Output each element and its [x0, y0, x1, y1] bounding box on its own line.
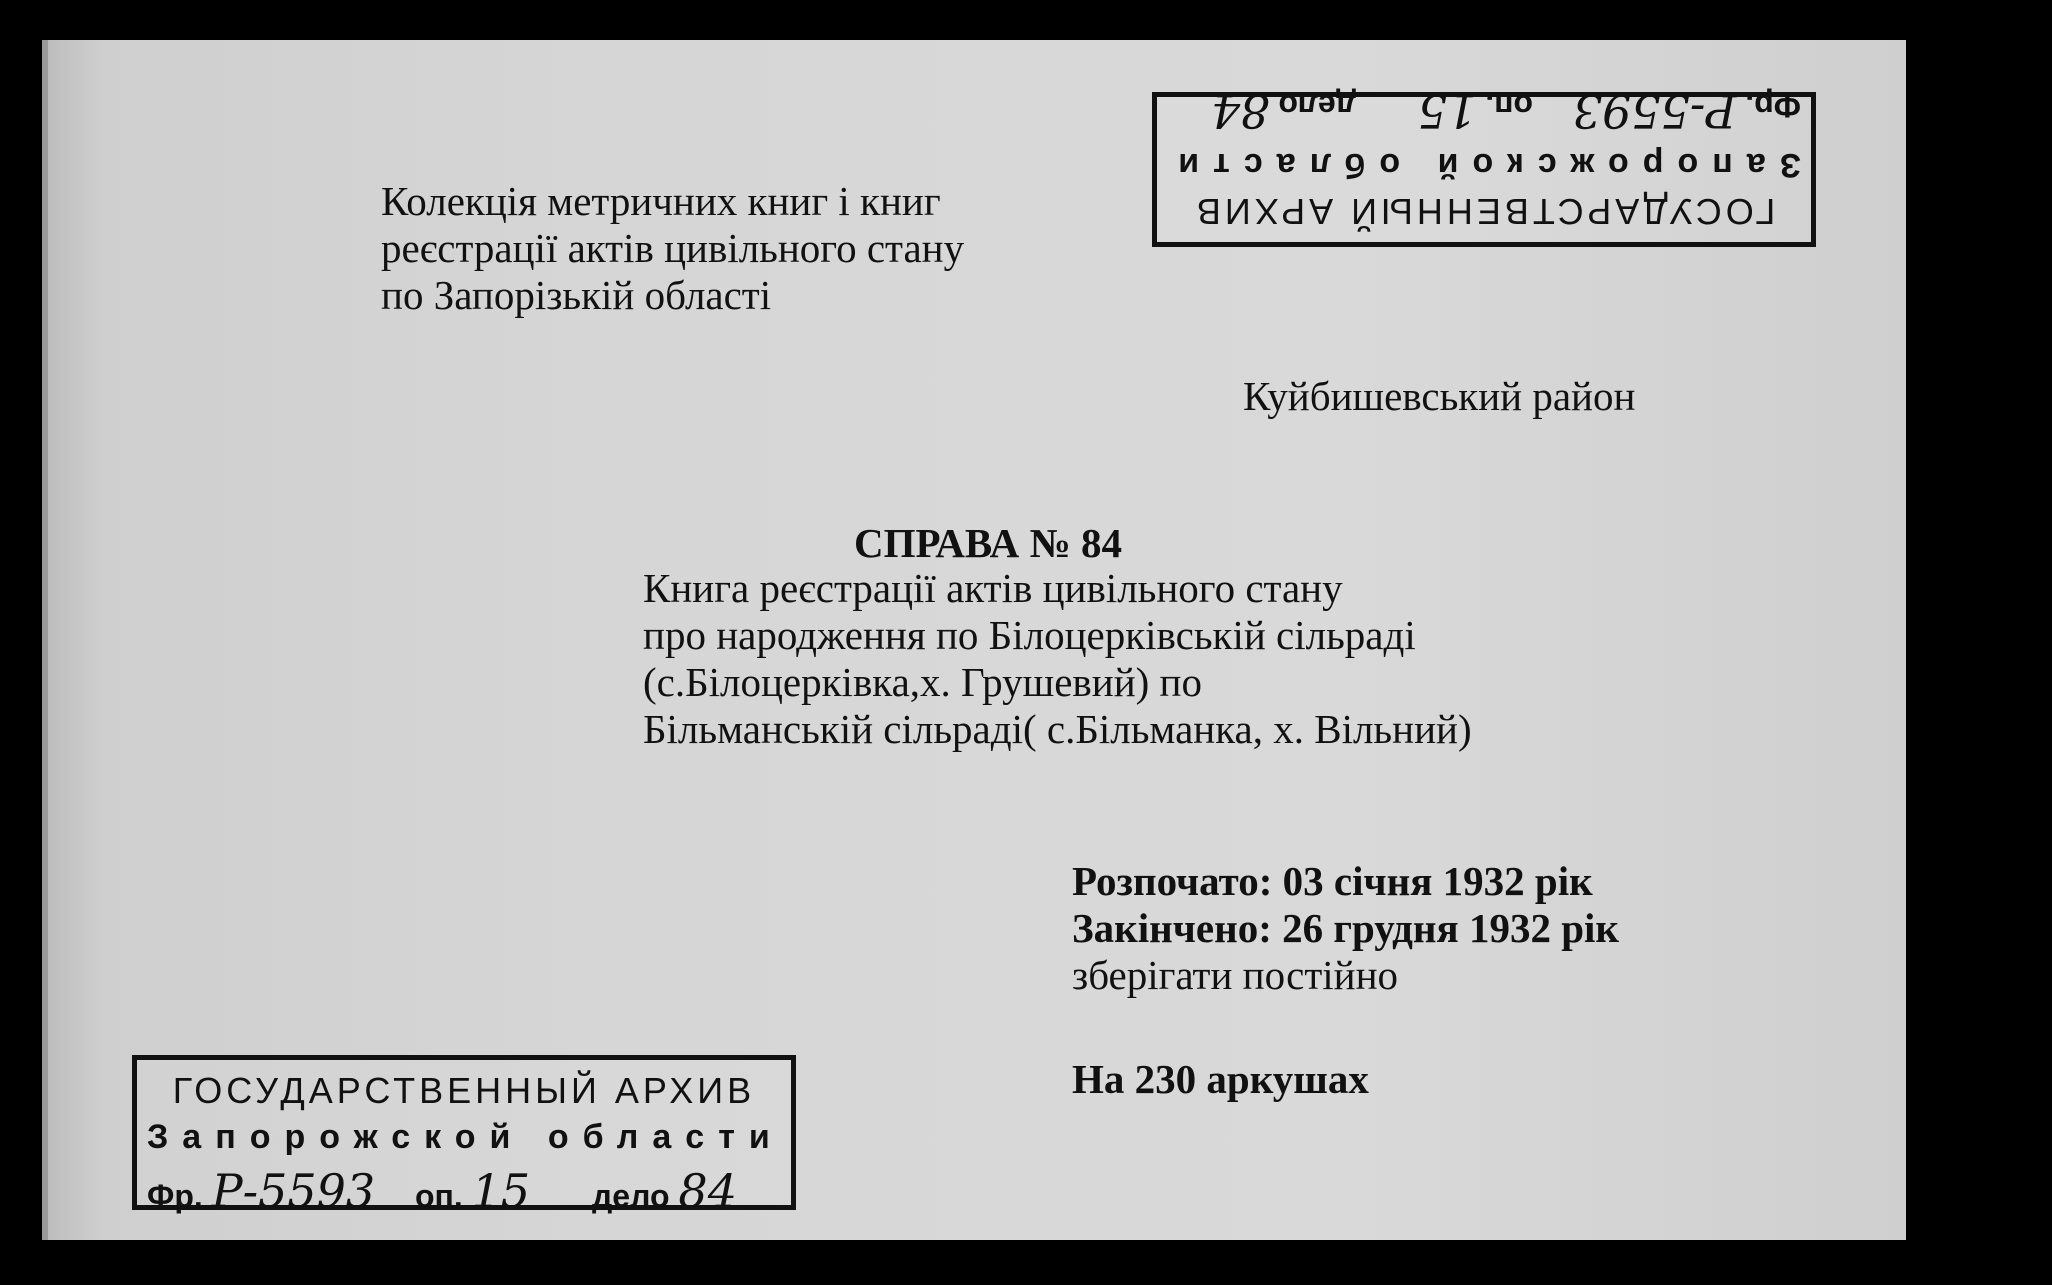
sheet-count: На 230 аркушах — [1072, 1056, 1369, 1102]
stamp-fond-value: Р-5593 — [211, 1164, 376, 1218]
archive-stamp-bottom — [132, 1055, 796, 1218]
stamp-opis-label: оп. — [414, 1178, 463, 1214]
district-name: Куйбишевський район — [1243, 373, 1636, 419]
case-dates — [1072, 858, 1619, 999]
archive-stamp-top — [1152, 84, 1816, 247]
stamp-region: Запорожской области — [147, 1118, 784, 1156]
case-title: СПРАВА № 84 — [854, 520, 1122, 566]
case-description-line: (с.Білоцерківка,х. Грушевий) по — [643, 659, 1202, 705]
stamp-delo-value: 84 — [678, 1164, 737, 1218]
case-description-line: про народження по Білоцерківській сільраді — [643, 612, 1416, 658]
stamp-delo-label: дело — [1278, 88, 1357, 124]
stamp-references — [1167, 84, 1801, 138]
collection-line: Колекція метричних книг і книг — [381, 178, 941, 224]
retention-note: зберігати постійно — [1072, 952, 1399, 998]
stamp-archive-name: ГОСУДАРСТВЕННЫЙ АРХИВ — [172, 1070, 756, 1111]
stamp-opis-label: оп. — [1485, 88, 1534, 124]
end-date: Закінчено: 26 грудня 1932 рік — [1072, 905, 1620, 951]
stamp-delo-value: 84 — [1211, 84, 1270, 138]
stamp-fond-value: Р-5593 — [1572, 84, 1737, 138]
collection-line: по Запорізькій області — [381, 272, 772, 318]
case-description — [643, 565, 1472, 753]
stamp-delo-label: дело — [591, 1178, 670, 1214]
collection-heading — [381, 178, 964, 319]
stamp-opis-value: 15 — [1417, 84, 1477, 138]
stamp-fond-label: Фр. — [1745, 88, 1801, 124]
start-date: Розпочато: 03 січня 1932 рік — [1072, 858, 1593, 904]
document-page — [42, 40, 1906, 1240]
case-description-line: Книга реєстрації актів цивільного стану — [643, 565, 1343, 611]
collection-line: реєстрації актів цивільного стану — [381, 225, 965, 271]
stamp-region: Запорожской области — [1164, 146, 1801, 184]
stamp-archive-name: ГОСУДАРСТВЕННЫЙ АРХИВ — [1192, 191, 1776, 232]
stamp-references — [147, 1164, 781, 1218]
stamp-fond-label: Фр. — [147, 1178, 203, 1214]
stamp-opis-value: 15 — [471, 1164, 531, 1218]
case-description-line: Більманській сільраді( с.Більманка, х. Вільний) — [643, 706, 1472, 752]
